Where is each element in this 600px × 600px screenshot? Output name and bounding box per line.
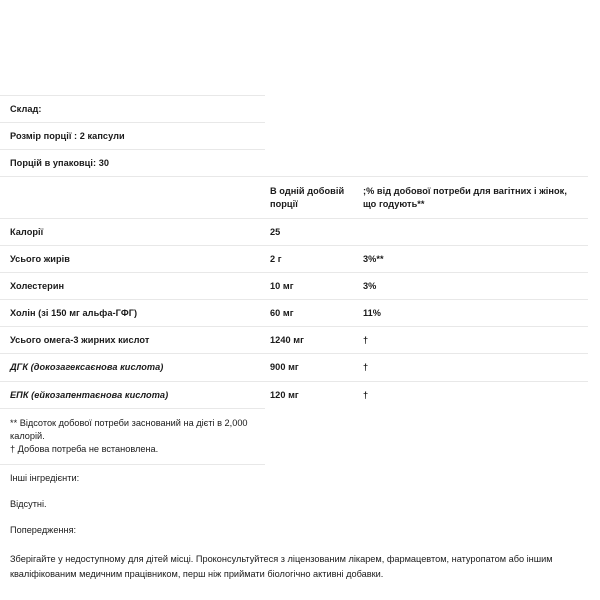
table-row xyxy=(0,353,588,380)
supplement-row-serving-size xyxy=(0,122,265,149)
nutrient-name: ДГК (докозагексаєнова кислота) xyxy=(10,362,164,373)
nutrient-name: Усього омега-3 жирних кислот xyxy=(10,335,150,346)
nutrient-name: Холестерин xyxy=(10,280,65,291)
supplement-footnotes xyxy=(0,408,265,465)
nutrient-name: Калорії xyxy=(10,226,44,237)
serving-size-label: Розмір порції : 2 капсули xyxy=(10,131,125,142)
supplement-row-servings-per-container xyxy=(0,149,265,176)
other-ingredients-value: Відсутні. xyxy=(10,499,47,510)
nutrient-amount: 1240 мг xyxy=(270,335,304,346)
warning-text-block xyxy=(0,543,594,588)
supplement-facts-panel xyxy=(0,95,600,588)
nutrient-name: ЕПК (ейкозапентаєнова кислота) xyxy=(10,389,169,400)
nutrient-name: Усього жирів xyxy=(10,253,70,264)
warning-heading: Попередження: xyxy=(10,525,77,536)
other-ingredients-heading: Інші інгредієнти: xyxy=(10,472,80,483)
table-row xyxy=(0,245,588,272)
warning-text: Зберігайте у недоступному для дітей місці. Проконсультуйтеся з ліцензованим лікарем, фармацевтом, натуропатом або іншим кваліфікованим медичним працівником, перш ніж приймати біологічно активні добавки. xyxy=(10,554,553,579)
nutrient-daily-value: † xyxy=(363,335,369,346)
servings-per-container-label: Порцій в упаковці: 30 xyxy=(10,158,110,169)
nutrient-name: Холін (зі 150 мг альфа-ГФГ) xyxy=(10,308,138,319)
table-row xyxy=(0,272,588,299)
nutrient-amount: 900 мг xyxy=(270,362,299,373)
warning-heading-block xyxy=(0,517,588,543)
nutrient-daily-value: 3% xyxy=(363,280,377,291)
composition-label: Склад: xyxy=(10,104,42,114)
table-row xyxy=(0,218,588,245)
table-row xyxy=(0,326,588,353)
header-daily-value: ;% від добової потреби для вагітних і жінок, що годують** xyxy=(363,186,567,209)
nutrient-amount: 60 мг xyxy=(270,308,294,319)
other-ingredients-heading-block xyxy=(0,465,588,491)
nutrient-amount: 25 xyxy=(270,226,281,237)
table-row xyxy=(0,381,588,408)
nutrient-daily-value: † xyxy=(363,362,369,373)
nutrient-daily-value: † xyxy=(363,389,369,400)
header-amount-per-serving: В одній добовій порції xyxy=(270,186,345,209)
supplement-row-composition xyxy=(0,95,265,122)
nutrition-table-header xyxy=(0,176,588,217)
footnote-daily-value-basis: ** Відсоток добової потреби заснований на дієті в 2,000 калорій. xyxy=(10,417,248,441)
other-ingredients-value-block xyxy=(0,491,588,517)
nutrient-amount: 120 мг xyxy=(270,389,299,400)
nutrient-daily-value: 3%** xyxy=(363,253,384,264)
nutrient-amount: 10 мг xyxy=(270,280,294,291)
nutrient-daily-value: 11% xyxy=(363,308,382,319)
table-row xyxy=(0,299,588,326)
footnote-dagger: † Добова потреба не встановлена. xyxy=(10,443,159,454)
nutrient-amount: 2 г xyxy=(270,253,282,264)
